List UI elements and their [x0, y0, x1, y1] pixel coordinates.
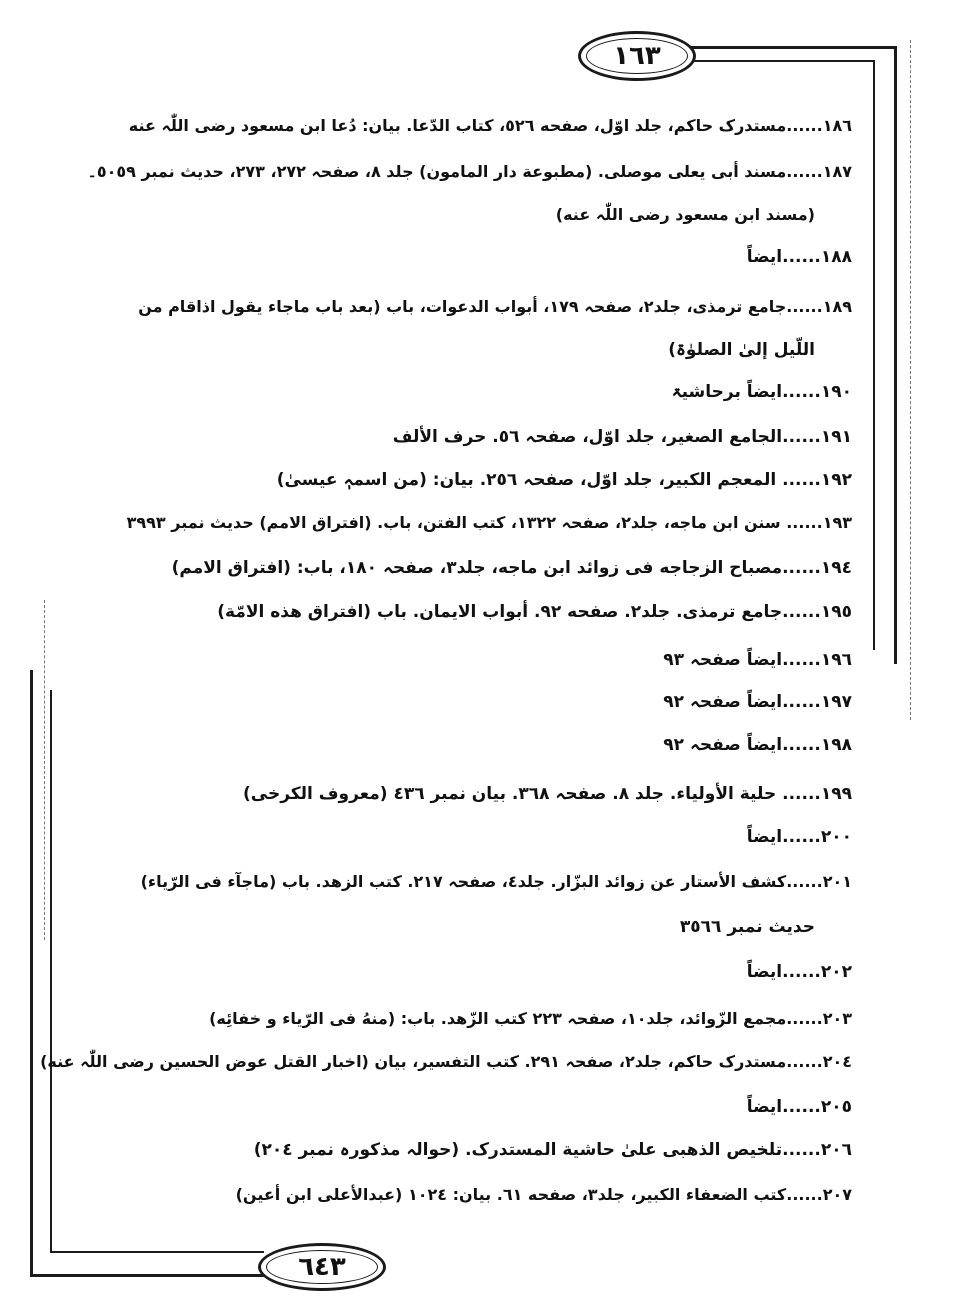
note-187: ١٨٧......مسند أبی یعلی موصلی. (مطبوعة دار المامون) جلد ٨، صفحہ ٢٧٢، ٢٧٣، حدیث نمبر ٥٠٥٩۔ [87, 162, 852, 181]
right-frame-line-inner [873, 60, 875, 650]
note-193: ١٩٣...... سنن ابن ماجه، جلد٢، صفحہ ١٣٢٢، کتب الفتن، باب. (افتراق الامم) حدیث نمبر ٣٩٩٣ [126, 513, 852, 532]
note-189-continuation: اللّیل إلیٰ الصلوٰۃ) [668, 340, 815, 360]
note-206: ٢٠٦......تلخیص الذهبی علیٰ حاشیة المستدرک. (حوالہ مذکورہ نمبر ٢٠٤) [253, 1140, 852, 1160]
note-205: ٢٠٥......ایضاً [746, 1097, 852, 1117]
note-192: ١٩٢...... المعجم الکبیر، جلد اوّل، صفحہ ٢٥٦. بیان: (من اسمہٖ عیسیٰ) [276, 470, 852, 490]
left-frame-line-inner [50, 690, 52, 1252]
top-frame-line-outer [684, 46, 896, 49]
footer-page-number-oval [258, 1243, 386, 1291]
note-187-continuation: (مسند ابن مسعود رضی اللّٰہ عنه) [555, 205, 815, 224]
bottom-frame-line-inner [50, 1251, 264, 1253]
note-196: ١٩٦......ایضاً صفحہ ٩٣ [663, 650, 852, 670]
top-frame-line-inner [684, 60, 874, 62]
bottom-frame-line-outer [30, 1274, 264, 1277]
note-186: ١٨٦......مستدرک حاکم، جلد اوّل، صفحه ٥٢٦، کتاب الدّعا. بیان: دُعا ابن مسعود رضی اللّٰہ عنه [128, 116, 852, 135]
note-207: ٢٠٧......کتب الضعفاء الکبیر، جلد٣، صفحه ٦١. بیان: ١٠٢٤ (عبدالأعلی ابن أعین) [235, 1185, 852, 1204]
note-194: ١٩٤......مصباح الزجاجه فی زوائد ابن ماجه، جلد٣، صفحہ ١٨٠، باب: (افتراق الامم) [171, 558, 852, 578]
note-190: ١٩٠......ایضاً برحاشیۃ [671, 382, 852, 402]
note-191: ١٩١......الجامع الصغیر، جلد اوّل، صفحہ ٥٦. حرف الألف [392, 427, 852, 447]
footer-page-number: ٦٤٣ [298, 1252, 346, 1282]
note-204: ٢٠٤......مستدرک حاکم، جلد٢، صفحہ ٢٩١. کتب التفسیر، بیان (اخبار القتل عوض الحسین رضی اللّٰہ عنه) [40, 1052, 852, 1071]
note-199: ١٩٩...... حلیة الأولیاء. جلد ٨. صفحہ ٣٦٨. بیان نمبر ٤٣٦ (معروف الکرخی) [242, 784, 852, 804]
left-margin-dashed-line [44, 600, 45, 940]
right-frame-line-outer [894, 46, 897, 664]
note-203: ٢٠٣......مجمع الزّوائد، جلد١٠، صفحہ ٢٢٣ کتب الزّهد. باب: (منهُ فی الرّیاء و خفائِه) [209, 1009, 852, 1028]
note-202: ٢٠٢......ایضاً [746, 962, 852, 982]
note-197: ١٩٧......ایضاً صفحہ ٩٢ [663, 692, 852, 712]
note-198: ١٩٨......ایضاً صفحہ ٩٢ [663, 735, 852, 755]
note-188: ١٨٨......ایضاً [746, 247, 852, 267]
right-margin-dashed-line [910, 40, 911, 720]
note-195: ١٩٥......جامع ترمذی. جلد٢. صفحه ٩٢. أبواب الایمان. باب (افتراق هذه الامّة) [217, 602, 852, 622]
note-200: ٢٠٠......ایضاً [746, 827, 852, 847]
header-page-number: ١٦٣ [613, 41, 661, 71]
note-189: ١٨٩......جامع ترمذی، جلد٢، صفحہ ١٧٩، أبواب الدعوات، باب (بعد باب ماجاء یقول اذاقام من [138, 297, 852, 316]
note-201: ٢٠١......کشف الأستار عن زوائد البزّار. جلد٤، صفحہ ٢١٧. کتب الزهد. باب (ماجآء فی الرّیاء) [140, 872, 852, 891]
note-201-continuation: حدیث نمبر ٣٥٦٦ [679, 917, 815, 937]
left-frame-line-outer [30, 670, 33, 1276]
header-page-number-oval [578, 31, 696, 81]
